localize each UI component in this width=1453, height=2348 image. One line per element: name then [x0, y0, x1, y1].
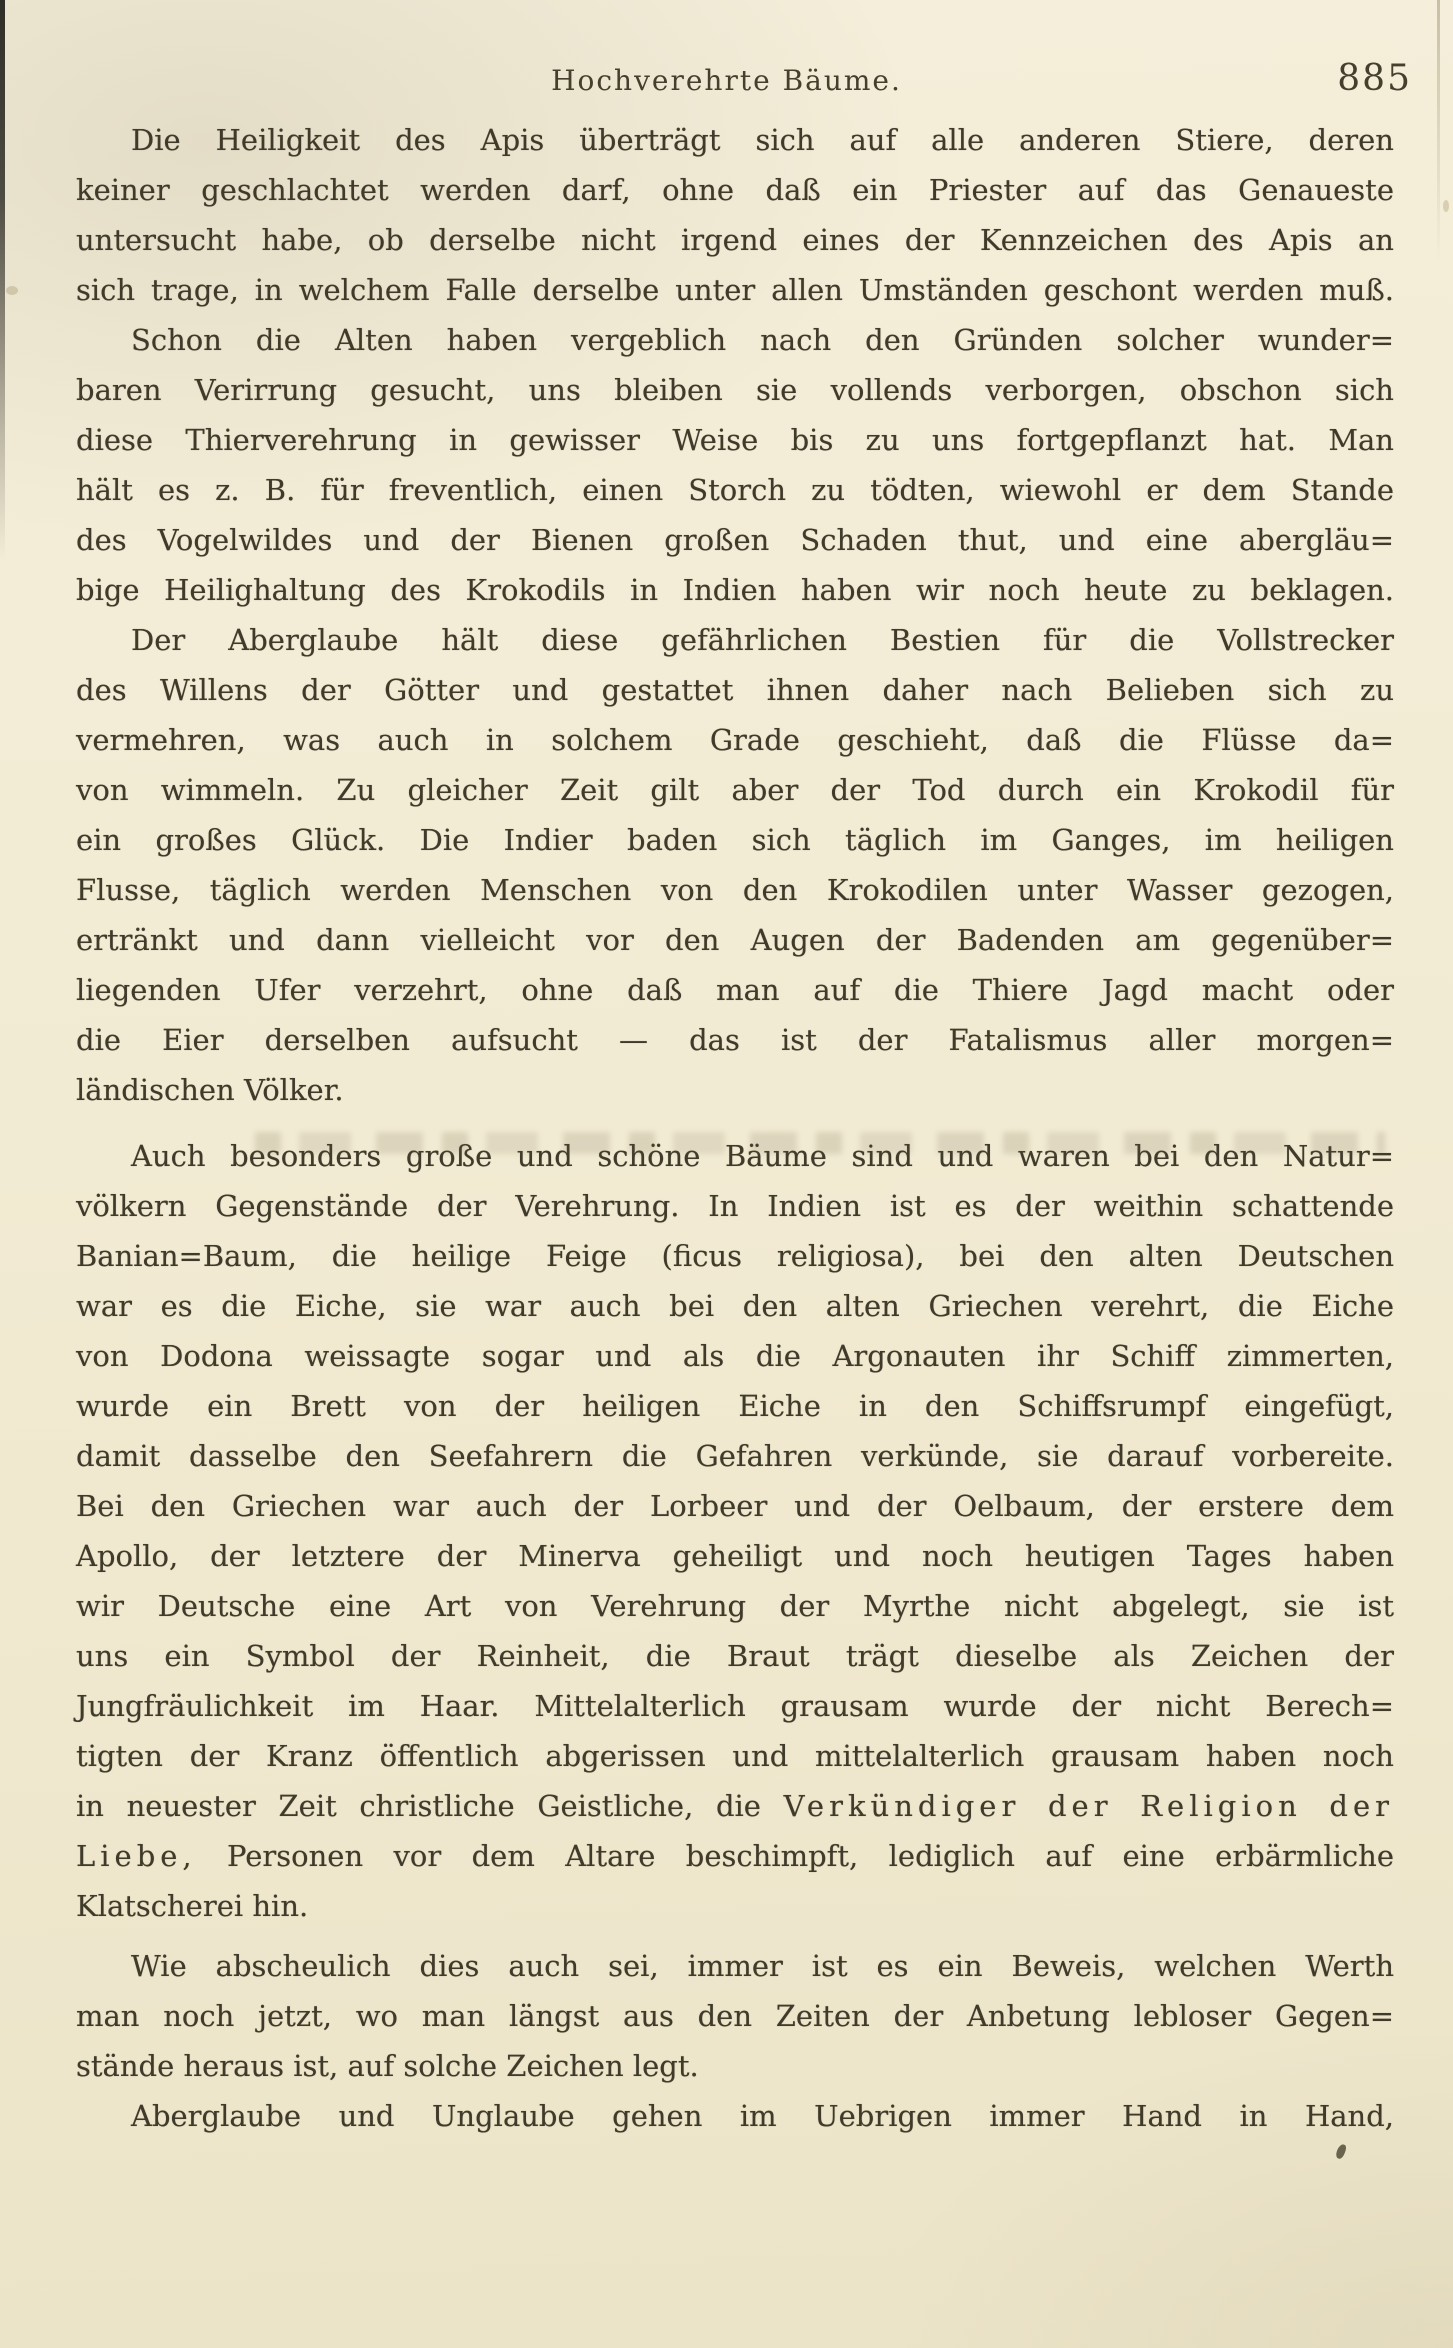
text-line: Liebe, Personen vor dem Altare beschimpft, lediglich auf eine erbärmliche — [76, 1839, 1394, 1873]
text-line: hält es z. B. für freventlich, einen Storch zu tödten, wiewohl er dem Stande — [76, 473, 1394, 507]
text-line: ertränkt und dann vielleicht vor den Augen der Badenden am gegenüber= — [76, 923, 1394, 957]
emphasized-text: Verkündiger der Religion der — [783, 1789, 1394, 1823]
running-title: Hochverehrte Bäume. — [551, 64, 902, 97]
text-line: Aberglaube und Unglaube gehen im Uebrigen immer Hand in Hand, — [131, 2099, 1394, 2133]
paragraph — [76, 615, 1394, 1115]
ink-speck — [6, 286, 18, 295]
text-line: Flusse, täglich werden Menschen von den Krokodilen unter Wasser gezogen, — [76, 873, 1394, 907]
text-line: vermehren, was auch in solchem Grade geschieht, daß die Flüsse da= — [76, 723, 1394, 757]
text-line: wurde ein Brett von der heiligen Eiche in den Schiffsrumpf eingefügt, — [76, 1389, 1394, 1423]
text-line: völkern Gegenstände der Verehrung. In Indien ist es der weithin schattende — [76, 1189, 1394, 1223]
text-line: sich trage, in welchem Falle derselbe unter allen Umständen geschont werden muß. — [76, 273, 1394, 307]
text-line: die Eier derselben aufsucht — das ist der Fatalismus aller morgen= — [76, 1023, 1394, 1057]
text-line: Klatscherei hin. — [76, 1889, 309, 1923]
text-line: Banian=Baum, die heilige Feige (ficus religiosa), bei den alten Deutschen — [76, 1239, 1394, 1273]
paragraph — [76, 2091, 1394, 2141]
text-line: keiner geschlachtet werden darf, ohne daß ein Priester auf das Genaueste — [76, 173, 1394, 207]
body-text — [76, 115, 1394, 2141]
text-line: von wimmeln. Zu gleicher Zeit gilt aber der Tod durch ein Krokodil für — [76, 773, 1394, 807]
paragraph — [76, 1941, 1394, 2091]
text-line: uns ein Symbol der Reinheit, die Braut trägt dieselbe als Zeichen der — [76, 1639, 1394, 1673]
emphasized-text: Liebe, — [76, 1839, 197, 1873]
text-line: untersucht habe, ob derselbe nicht irgend eines der Kennzeichen des Apis an — [76, 223, 1394, 257]
text-line: tigten der Kranz öffentlich abgerissen und mittelalterlich grausam haben noch — [76, 1739, 1394, 1773]
text-line: Die Heiligkeit des Apis überträgt sich auf alle anderen Stiere, deren — [131, 123, 1394, 157]
page-header — [0, 58, 1453, 104]
page-number: 885 — [1337, 58, 1412, 99]
text-line: Schon die Alten haben vergeblich nach den Gründen solcher wunder= — [131, 323, 1394, 357]
paragraph — [76, 1131, 1394, 1931]
text-line: Der Aberglaube hält diese gefährlichen Bestien für die Vollstrecker — [131, 623, 1394, 657]
text-line: war es die Eiche, sie war auch bei den alten Griechen verehrt, die Eiche — [76, 1289, 1394, 1323]
text-line: ein großes Glück. Die Indier baden sich täglich im Ganges, im heiligen — [76, 823, 1394, 857]
text-line: ländischen Völker. — [76, 1073, 344, 1107]
text-line: liegenden Ufer verzehrt, ohne daß man auf die Thiere Jagd macht oder — [76, 973, 1394, 1007]
text-line: in neuester Zeit christliche Geistliche, die Verkündiger der Religion der — [76, 1789, 1394, 1823]
text-line: man noch jetzt, wo man längst aus den Zeiten der Anbetung lebloser Gegen= — [76, 1999, 1394, 2033]
text-line: Auch besonders große und schöne Bäume sind und waren bei den Natur= — [131, 1139, 1394, 1173]
scan-streak-right — [1437, 0, 1440, 260]
text-line: Apollo, der letztere der Minerva geheiligt und noch heutigen Tages haben — [76, 1539, 1394, 1573]
scan-edge-left — [0, 0, 5, 560]
ink-speck — [1335, 2143, 1348, 2160]
show-through-smudge — [255, 1132, 1385, 1154]
text-line: diese Thierverehrung in gewisser Weise bis zu uns fortgepflanzt hat. Man — [76, 423, 1394, 457]
paragraph — [76, 315, 1394, 615]
text-line: Jungfräulichkeit im Haar. Mittelalterlich grausam wurde der nicht Berech= — [76, 1689, 1394, 1723]
text-line: wir Deutsche eine Art von Verehrung der Myrthe nicht abgelegt, sie ist — [76, 1589, 1394, 1623]
ink-speck — [1443, 200, 1449, 212]
text-line: Bei den Griechen war auch der Lorbeer und der Oelbaum, der erstere dem — [76, 1489, 1394, 1523]
text-line: damit dasselbe den Seefahrern die Gefahren verkünde, sie darauf vorbereite. — [76, 1439, 1394, 1473]
text-line: Wie abscheulich dies auch sei, immer ist es ein Beweis, welchen Werth — [131, 1949, 1394, 1983]
text-line: baren Verirrung gesucht, uns bleiben sie vollends verborgen, obschon sich — [76, 373, 1394, 407]
text-line: von Dodona weissagte sogar und als die Argonauten ihr Schiff zimmerten, — [76, 1339, 1394, 1373]
text-line: bige Heilighaltung des Krokodils in Indien haben wir noch heute zu beklagen. — [76, 573, 1394, 607]
text-line: stände heraus ist, auf solche Zeichen legt. — [76, 2049, 699, 2083]
paragraph — [76, 115, 1394, 315]
text-line: des Vogelwildes und der Bienen großen Schaden thut, und eine abergläu= — [76, 523, 1394, 557]
text-line: des Willens der Götter und gestattet ihnen daher nach Belieben sich zu — [76, 673, 1394, 707]
